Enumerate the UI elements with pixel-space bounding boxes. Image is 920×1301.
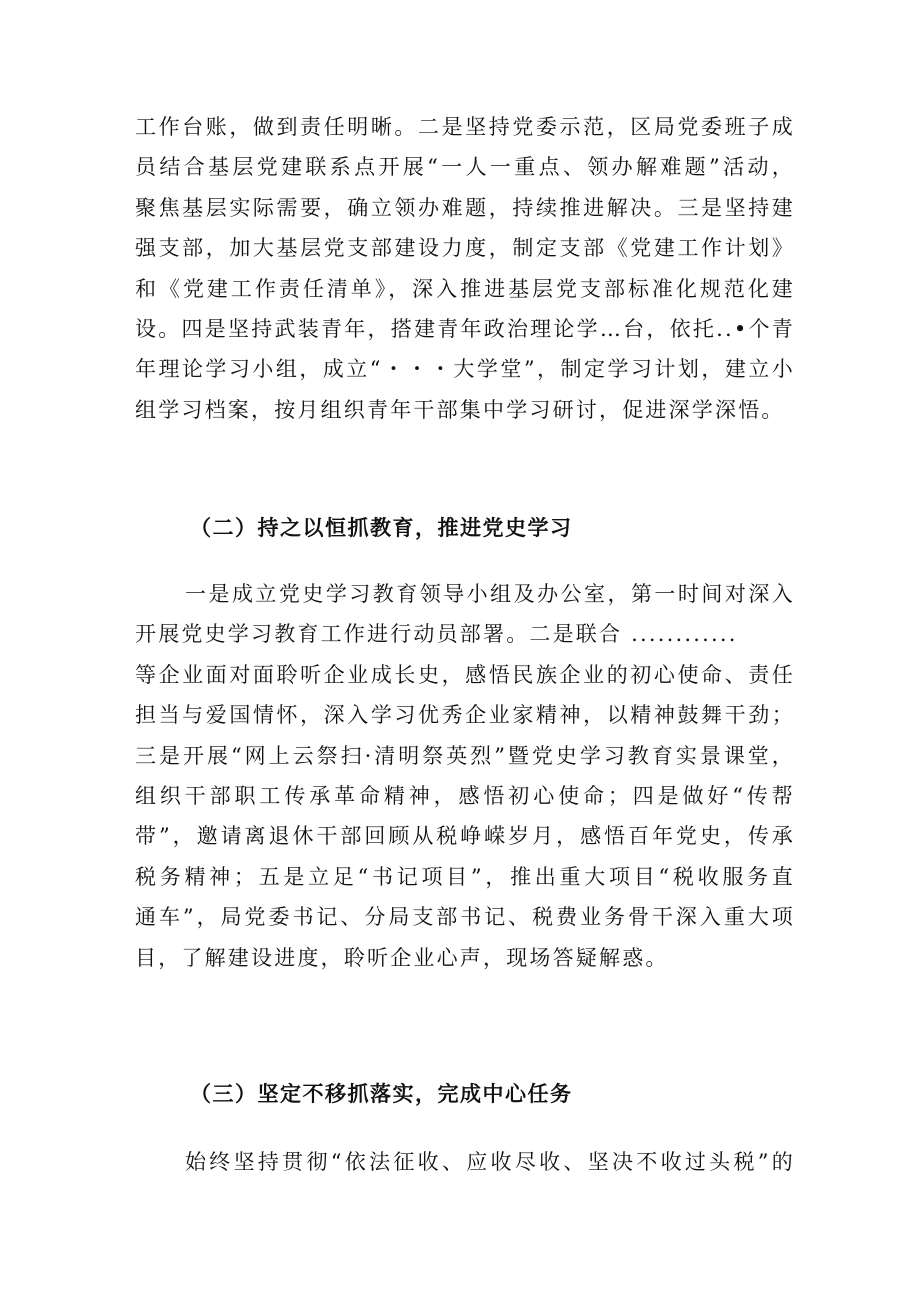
paragraph-central-tasks (135, 1142, 795, 1182)
paragraph-line: 始终坚持贯彻“依法征收、应收尽收、坚决不收过头税”的 (185, 1150, 795, 1174)
section-heading-3: （三）坚定不移抓落实，完成中心任务 (190, 1082, 573, 1106)
paragraph-line: 强支部，加大基层党支部建设力度，制定支部《党建工作计划》 (135, 236, 795, 261)
paragraph-line: 年理论学习小组，成立“・・・大学堂”，制定学习计划，建立小 (135, 357, 795, 382)
paragraph-line: 员结合基层党建联系点开展“一人一重点、领办解难题”活动， (135, 155, 795, 180)
paragraph-line: 聚焦基层实际需要，确立领办难题，持续推进解决。三是坚持建 (135, 195, 795, 220)
paragraph-line: 担当与爱国情怀，深入学习优秀企业家精神，以精神鼓舞干劲； (135, 703, 795, 728)
paragraph-line: 开展党史学习教育工作进行动员部署。二是联合 ............ (135, 622, 738, 647)
paragraph-party-history (135, 574, 795, 978)
paragraph-line: 和《党建工作责任清单》，深入推进基层党支部标准化规范化建 (135, 276, 795, 301)
paragraph-line: 等企业面对面聆听企业成长史，感悟民族企业的初心使命、责任 (135, 662, 795, 687)
paragraph-line: 一是成立党史学习教育领导小组及办公室，第一时间对深入 (185, 582, 795, 606)
paragraph-line: 组织干部职工传承革命精神，感悟初心使命；四是做好“传帮 (135, 783, 795, 808)
paragraph-line: 组学习档案，按月组织青年干部集中学习研讨，促进深学深悟。 (135, 397, 785, 422)
paragraph-line: 通车”，局党委书记、分局支部书记、税费业务骨干深入重大项 (135, 905, 795, 930)
paragraph-line: 工作台账，做到责任明晰。二是坚持党委示范，区局党委班子成 (135, 115, 795, 139)
paragraph-line: 目，了解建设进度，聆听企业心声，现场答疑解惑。 (135, 945, 669, 970)
paragraph-line: 设。四是坚持武装青年，搭建青年政治理论学…台，依托..•个青 (135, 316, 795, 341)
paragraph-line: 带”，邀请离退休干部回顾从税峥嵘岁月，感悟百年党史，传承 (135, 824, 795, 849)
paragraph-party-building (135, 107, 795, 430)
paragraph-line: 三是开展“网上云祭扫·清明祭英烈”暨党史学习教育实景课堂， (135, 743, 795, 768)
section-heading-2: （二）持之以恒抓教育，推进党史学习 (190, 516, 573, 540)
paragraph-line: 税务精神；五是立足“书记项目”，推出重大项目“税收服务直 (135, 864, 795, 889)
